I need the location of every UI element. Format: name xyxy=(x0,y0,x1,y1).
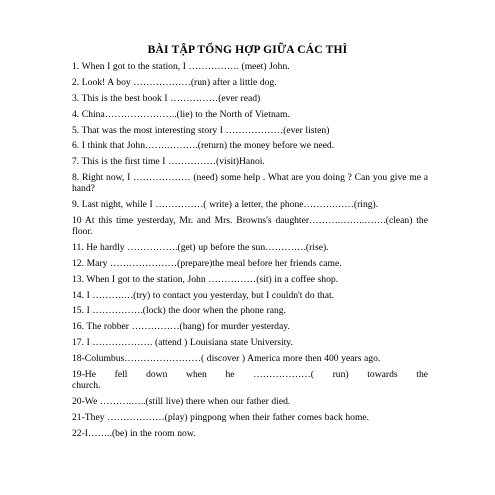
exercise-item-7: 7. This is the first time I ……………(visit)Hanoi. xyxy=(72,156,265,168)
exercise-item-19: 19-He fell down when he ………………( run) towards the church. xyxy=(72,369,428,392)
exercise-item-18: 18-Columbus……………………( discover ) America more then 400 years ago. xyxy=(72,353,381,365)
exercise-item-8: 8. Right now, I ……………… (need) some help . What are you doing ? Can you give me a hand? xyxy=(72,172,428,195)
exercise-item-13: 13. When I got to the station, John ……………(sit) in a coffee shop. xyxy=(72,273,339,285)
exercise-list xyxy=(72,61,428,444)
exercise-item-3: 3. This is the best book I ……………(ever read) xyxy=(72,92,261,104)
exercise-item-22: 22-I……..(be) in the room now. xyxy=(72,427,196,439)
worksheet-title: BÀI TẬP TỔNG HỢP GIỮA CÁC THÌ xyxy=(147,44,348,56)
exercise-item-10: 10 At this time yesterday, Mr. and Mrs. Browns's daughter……….……..…….(clean) the floor. xyxy=(72,215,428,238)
exercise-item-16: 16. The robber ……………(hang) for murder yesterday. xyxy=(72,321,290,333)
exercise-item-14: 14. I ……….…(try) to contact you yesterday, but I couldn't do that. xyxy=(72,289,335,301)
exercise-item-5: 5. That was the most interesting story I ………………(ever listen) xyxy=(72,124,330,136)
exercise-item-11: 11. He hardly …………….(get) up before the sun………….(rise). xyxy=(72,241,329,253)
exercise-item-2: 2. Look! A boy ………………(run) after a little dog. xyxy=(72,76,277,88)
exercise-item-20: 20-We ……….…..(still live) there when our father died. xyxy=(72,395,291,407)
exercise-item-6: 6. I think that John…….……….(return) the money before we need. xyxy=(72,140,335,152)
exercise-item-9: 9. Last night, while I ……………( write) a letter, the phone……….……(ring). xyxy=(72,199,379,211)
exercise-item-15: 15. I …………….(lock) the door when the phone rang. xyxy=(72,305,286,317)
exercise-item-1: 1. When I got to the station, I ……………. (meet) John. xyxy=(72,61,290,72)
exercise-item-17: 17. I ………………. (attend ) Louisiana state University. xyxy=(72,337,293,349)
exercise-item-21: 21-They ………………(play) pingpong when their father comes back home. xyxy=(72,411,370,423)
exercise-item-4: 4. China…………………..(lie) to the North of Vietnam. xyxy=(72,108,290,120)
exercise-item-12: 12. Mary …………………(prepare)the meal before her friends came. xyxy=(72,257,342,269)
